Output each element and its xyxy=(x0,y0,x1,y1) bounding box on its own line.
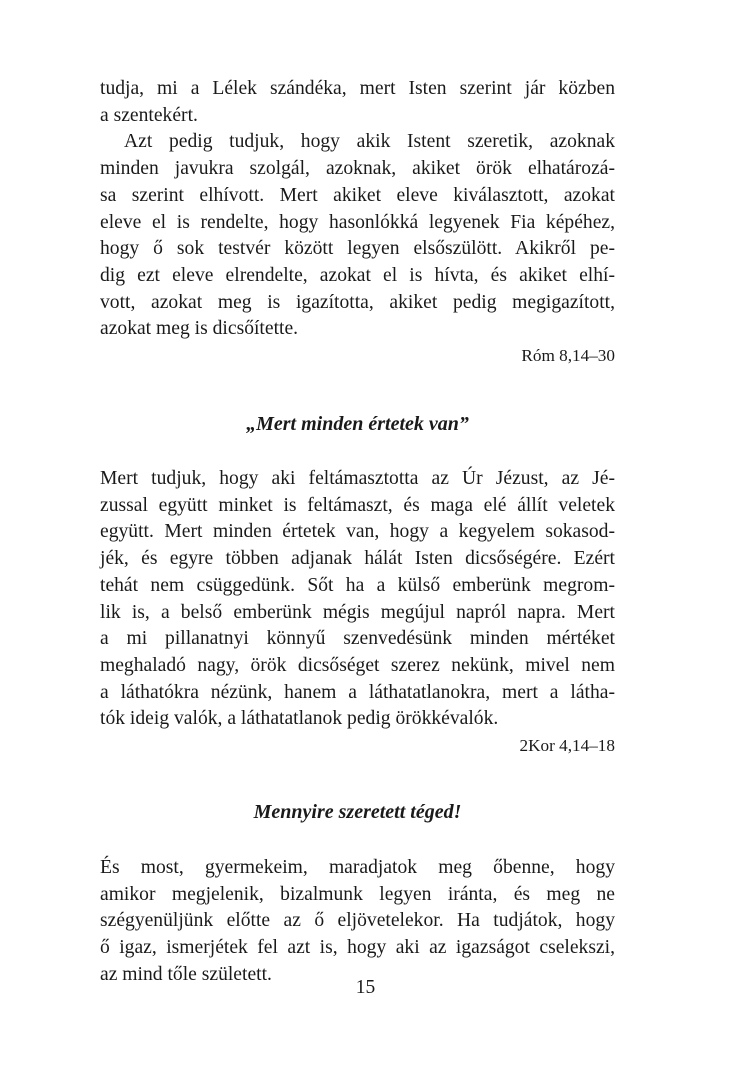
text-line: minden javukra szolgál, azoknak, akiket örök elhatározá- xyxy=(100,158,615,180)
page-number: 15 xyxy=(355,977,376,998)
paragraph-corinthians xyxy=(100,466,615,733)
text-line: ő igaz, ismerjétek fel azt is, hogy aki az igazságot cselekszi, xyxy=(100,937,615,959)
text-line: tudja, mi a Lélek szándéka, mert Isten szerint jár közben xyxy=(100,78,615,99)
paragraph-john xyxy=(100,855,615,989)
text-line: meghaladó nagy, örök dicsőséget szerez nekünk, mivel nem xyxy=(100,654,615,676)
text-line: tehát nem csüggedünk. Sőt ha a külső emberünk megrom- xyxy=(100,574,615,596)
text-line: lik is, a belső emberünk mégis megújul napról napra. Mert xyxy=(100,601,615,623)
text-line: jék, és egyre többen adjanak hálát Isten dicsőségére. Ezért xyxy=(100,548,615,570)
paragraph-romans xyxy=(100,76,615,343)
text-line: Azt pedig tudjuk, hogy akik Istent szeretik, azoknak xyxy=(124,131,615,153)
page-body xyxy=(100,76,615,989)
text-line: a láthatókra nézünk, hanem a láthatatlanokra, mert a látha- xyxy=(100,681,615,703)
text-line: tók ideig valók, a láthatatlanok pedig örökkévalók. xyxy=(100,708,499,730)
text-line: Mert tudjuk, hogy aki feltámasztotta az Úr Jézust, az Jé- xyxy=(100,468,615,490)
text-line: a mi pillanatnyi könnyű szenvedésünk minden mértéket xyxy=(100,628,615,650)
text-line: szégyenüljünk előtte az ő eljövetelekor. Ha tudjátok, hogy xyxy=(100,910,615,932)
text-line: azokat meg is dicsőítette. xyxy=(100,318,299,340)
text-line: zussal együtt minket is feltámaszt, és maga elé állít veletek xyxy=(100,494,615,516)
text-line: sa szerint elhívott. Mert akiket eleve kiválasztott, azokat xyxy=(100,184,615,206)
text-line: hogy ő sok testvér között legyen elsőszülött. Akikről pe- xyxy=(100,238,615,260)
text-line: És most, gyermekeim, maradjatok meg őbenne, hogy xyxy=(100,857,615,879)
text-line: az mind tőle született. xyxy=(100,963,272,985)
text-line: vott, azokat meg is igazította, akiket pedig megigazított, xyxy=(100,291,615,313)
bible-reference: Róm 8,14–30 xyxy=(521,346,615,366)
section-heading: „Mert minden értetek van” xyxy=(246,413,469,436)
text-line: eleve el is rendelte, hogy hasonlókká legyenek Fia képéhez, xyxy=(100,211,615,233)
bible-reference: 2Kor 4,14–18 xyxy=(519,736,615,756)
text-line: a szentekért. xyxy=(100,104,198,126)
section-heading: Mennyire szeretett téged! xyxy=(253,801,462,824)
text-line: dig ezt eleve elrendelte, azokat el is hívta, és akiket elhí- xyxy=(100,264,615,286)
text-line: együtt. Mert minden értetek van, hogy a kegyelem sokasod- xyxy=(100,521,615,543)
text-line: amikor megjelenik, bizalmunk legyen iránta, és meg ne xyxy=(100,883,615,905)
